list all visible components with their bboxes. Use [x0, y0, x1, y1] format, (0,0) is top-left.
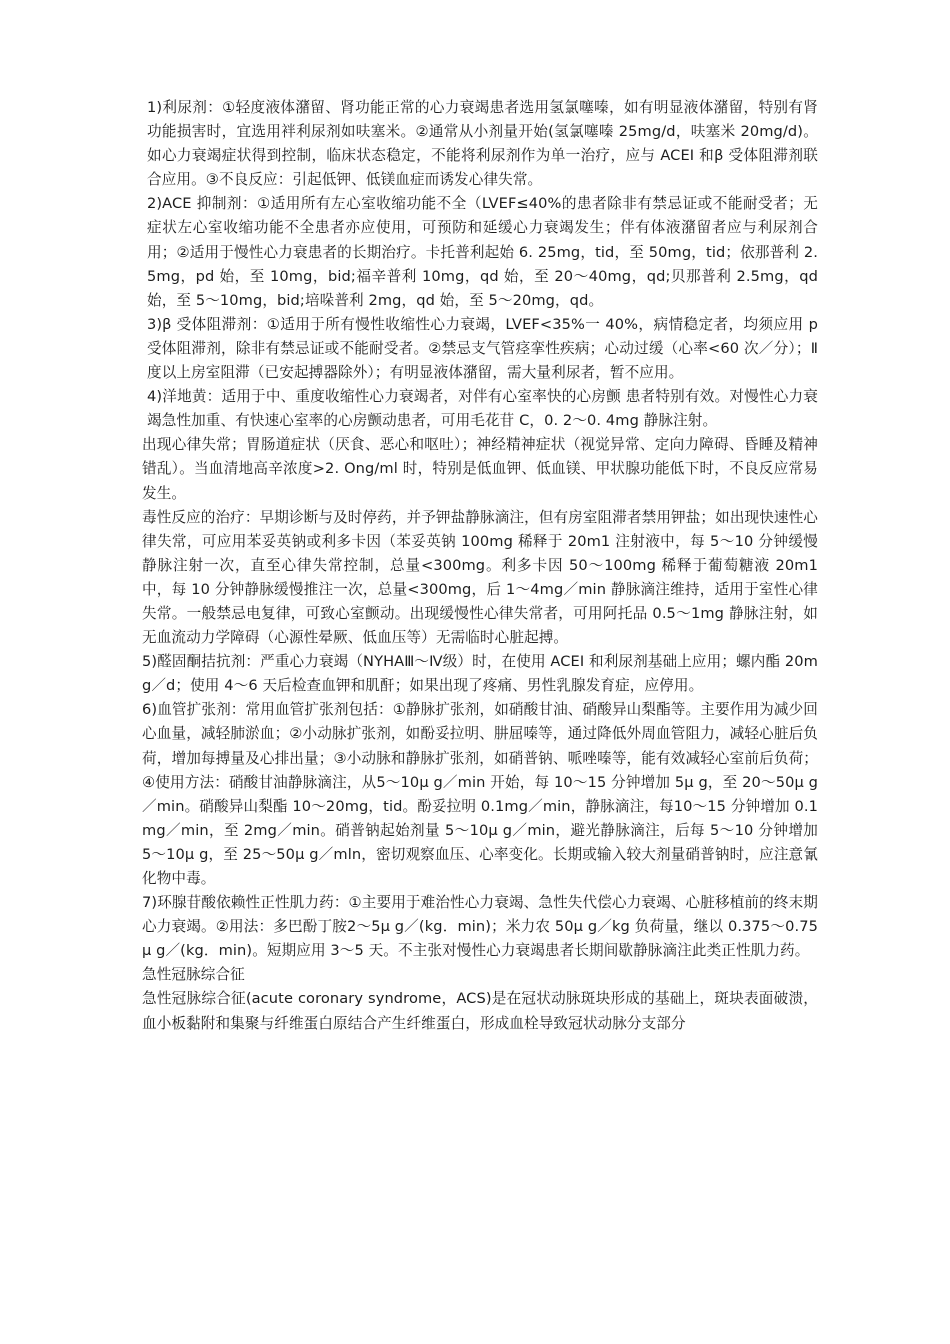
- paragraph-inotropes: 7)环腺苷酸依赖性正性肌力药：①主要用于难治性心力衰竭、急性失代偿心力衰竭、心脏移植前的终末期心力衰竭。②用法：多巴酚丁胺2～5μ g／(kg．min)；米力农 50μ g／kg 负荷量，继以 0.375～0.75μ g／(kg．min)。短期应用 3～5 天。不主张对慢性心力衰竭患者长期间歇静脉滴注此类正性肌力药。: [142, 894, 818, 960]
- paragraph-digitalis-adverse-effects: 出现心律失常；胃肠道症状（厌食、恶心和呕吐）；神经精神症状（视觉异常、定向力障碍、昏睡及精神错乱）。当血清地高辛浓度>2. Ong/ml 时，特别是低血钾、低血镁、甲状腺功能低下时，不良反应常易发生。: [142, 436, 818, 502]
- paragraph-ace-inhibitors: 2)ACE 抑制剂：①适用所有左心室收缩功能不全（LVEF≤40%的患者除非有禁忌证或不能耐受者；无症状左心室收缩功能不全患者亦应使用，可预防和延缓心力衰竭发生；伴有体液潴留者应与利尿剂合用；②适用于慢性心力衰患者的长期治疗。卡托普利起始 6. 25mg，tid，至 50mg，tid；依那普利 2.5mg，pd 始，至 10mg，bid;福辛普利 10mg，qd 始，至 20～40mg，qd;贝那普利 2.5mg，qd 始，至 5～10mg，bid;培哚普利 2mg，qd 始，至 5～20mg，qd。: [147, 195, 818, 309]
- section-heading-acs: 急性冠脉综合征: [142, 966, 245, 984]
- paragraph-diuretics: 1)利尿剂：①轻度液体潴留、肾功能正常的心力衰竭患者选用氢氯噻嗪，如有明显液体潴留，特别有肾功能损害时，宜选用袢利尿剂如呋塞米。②通常从小剂量开始(氢氯噻嗪 25mg/d，呋塞米 20mg/d)。如心力衰竭症状得到控制，临床状态稳定，不能将利尿剂作为单一治疗，应与 ACEI 和β 受体阻滞剂联合应用。③不良反应：引起低钾、低镁血症而诱发心律失常。: [147, 99, 818, 189]
- paragraph-beta-blockers: 3)β 受体阻滞剂：①适用于所有慢性收缩性心力衰竭，LVEF<35%一 40%，病情稳定者，均须应用 p 受体阻滞剂，除非有禁忌证或不能耐受者。②禁忌支气管痉挛性疾病；心动过缓（心率<60 次／分）；Ⅱ度以上房室阻滞（已安起搏器除外）；有明显液体潴留，需大量利尿者，暂不应用。: [147, 315, 818, 382]
- paragraph-acs-definition: 急性冠脉综合征(acute coronary syndrome，ACS)是在冠状动脉斑块形成的基础上，斑块表面破溃，血小板黏附和集聚与纤维蛋白原结合产生纤维蛋白，形成血栓导致冠状动脉分支部分: [142, 990, 818, 1032]
- paragraph-vasodilators: 6)血管扩张剂：常用血管扩张剂包括：①静脉扩张剂，如硝酸甘油、硝酸异山梨酯等。主要作用为减少回心血量，减轻肺淤血；②小动脉扩张剂，如酚妥拉明、肼屈嗪等，通过降低外周血管阻力，减轻心脏后负荷，增加每搏量及心排出量；③小动脉和静脉扩张剂，如硝普钠、哌唑嗪等，能有效减轻心室前后负荷；④使用方法：硝酸甘油静脉滴注，从5～10μ g／min 开始，每 10～15 分钟增加 5μ g，至 20～50μ g／min。硝酸异山梨酯 10～20mg，tid。酚妥拉明 0.1mg／min，静脉滴注，每10～15 分钟增加 0.1mg／min，至 2mg／min。硝普钠起始剂量 5～10μ g／min，避光静脉滴注，后每 5～10 分钟增加 5～10μ g，至 25～50μ g／mln，密切观察血压、心率变化。长期或输入较大剂量硝普钠时，应注意氰化物中毒。: [142, 701, 818, 887]
- document-body: [142, 96, 818, 1036]
- paragraph-aldosterone-antagonists: 5)醛固酮拮抗剂：严重心力衰竭（NYHAⅢ～Ⅳ级）时，在使用 ACEI 和利尿剂基础上应用；螺内酯 20mg／d；使用 4～6 天后检查血钾和肌酐；如果出现了疼痛、男性乳腺发育症，应停用。: [142, 653, 818, 695]
- paragraph-toxicity-treatment: 毒性反应的治疗：早期诊断与及时停药，并予钾盐静脉滴注，但有房室阻滞者禁用钾盐；如出现快速性心律失常，可应用苯妥英钠或利多卡因（苯妥英钠 100mg 稀释于 20m1 注射液中，每 5～10 分钟缓慢静脉注射一次，直至心律失常控制，总量<300mg。利多卡因 50～100mg 稀释于葡萄糖液 20m1 中，每 10 分钟静脉缓慢推注一次，总量<300mg，后 1～4mg／min 静脉滴注维持，适用于室性心律失常。一般禁忌电复律，可致心室颤动。出现缓慢性心律失常者，可用阿托品 0.5～1mg 静脉注射，如无血流动力学障碍（心源性晕厥、低血压等）无需临时心脏起搏。: [142, 508, 818, 647]
- paragraph-digitalis: 4)洋地黄：适用于中、重度收缩性心力衰竭者，对伴有心室率快的心房颤 患者特别有效。对慢性心力衰竭急性加重、有快速心室率的心房颤动患者，可用毛花苷 C，0. 2～0. 4mg 静脉注射。: [147, 388, 818, 430]
